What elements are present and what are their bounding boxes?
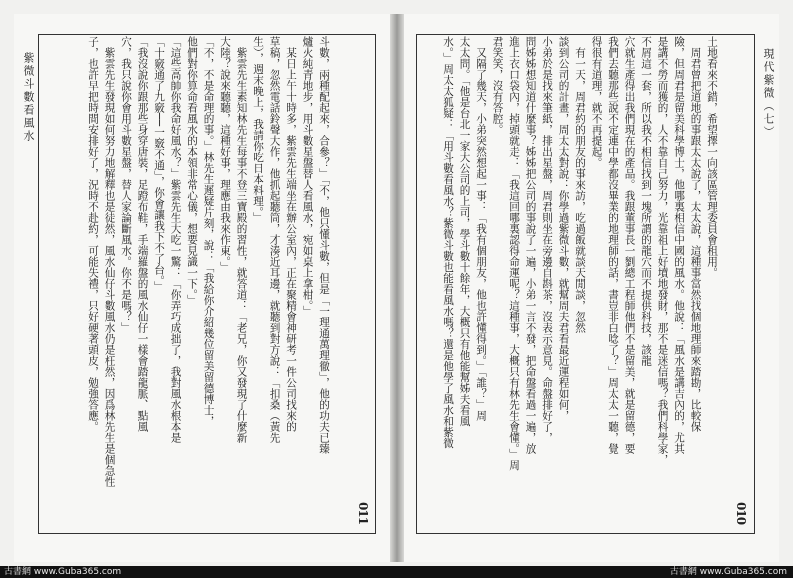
watermark-left: 古書網 www.Guba365.com — [4, 567, 122, 577]
watermark-bar — [0, 566, 793, 578]
page-number-right: 010 — [734, 502, 748, 525]
right-page-body: 土地看來不錯，希望擇一向該區管理委員會租用。 周君曾把道地的事跟太太說了，太太說，這種事當然找個地理師來踏勘，比較保 險，但周君是留美科學博士，他哪裏相信中國的風水。他說：「風水是講吉內的，尤其 是講不勞而獲的，人不靠自己努力，光靠祖上好墳地發財，那不是迷信嗎？我們科學家， 不屑這一套，所以我不相信找到一塊所謂的龍穴而不提供科技，該龍 穴就生產得出我們現在的產品。我跟董事長一劉總工程師他們不是留美，就是留德，要 我們去聽那些說不定連中學都沒畢業的地理師的話，書豈非白唸了？」周太太一聽，覺 得很有道理，就不再提起。 有一天，周君約的朋友的事來訪，吃過飯就談天閒談，忽然 談到公司的計畫，周太太對說：你學過紫微斗數，就幫周夫君看最近運程如何， 小弟於是找來筆紙，排出星盤，周君則坐在旁邊自斟茶，沒表示意見。命盤排好了， 問姊姊想知道什麼事？姊姊把公司的事說了一遍，小弟一言不發，把命盤看過一遍，放 進上衣口袋內，掉頭就走：「我這回哪裏認得命運呢？這種事，大概只有林先生會懂。」周 君笑笑，沒有答腔。 又隔了幾天，小弟突然想起一事：「我有個朋友，他也許懂得到。」「誰？」周 太太問。「他是台北一家大公司的上司，學斗數十餘年，大概只有他能幫姊夫看風 水。」周太太狐疑：「用斗數看風水？紫微斗數也能看風水嗎？還是他學了風水和紫微 — [442, 36, 718, 471]
left-page-body: 斗數，兩種配起來，合參？」「不，他只懂斗數，但是「一理通萬理徹」，他的功夫已臻 爐火純青地步，用斗數星盤替人看風水，宛如桌上拿柑。」 某日上午十時多，紫雲先生端坐在辦公室內，正在聚精會神研考一件公司找來的 草稿，忽然電話鈴聲大作，他抓起聽筒，才湊近耳邊，就聽到對方說：「扣桑（黃先 生），週末晚上，我請你吃日本料理。」 紫雲先生素知林先生每事不登三寶殿的習性，就答道：「老兄，你又發現了什麼新 大陸？說來聽聽，這種好事，理應由我來作東。」 「不，不是命理的事。」林先生遲疑片刻，說：「我給你介紹幾位留美留德博士， 他們對你算命看風水的本領非常心儀，想要見識一下。」 「這些高帥你我命好風水？」紫雲先生大吃一驚：「你弄巧成拙了，我對風水根本是 「十竅通了九竅──一竅不通」，你會讓我下不了台。」 「我沒說你跟那些身穿唐裝，足蹬布鞋，手端羅盤的風水仙仔一樣會踏龍脈、點風 穴，我只說你會用斗數星盤，替人家論斷風水。你不是嗎？」 紫雲先生發現如何努力地解釋也是徒然，風水仙仔斗數風水仍是枉然，因爲林先生是個急性 子，也許早把時間安排好了，況時不赴約，可能失禮，只好硬著頭皮，勉強答應。 — [87, 36, 330, 487]
running-header-left: 紫微斗數看風水 — [22, 52, 35, 143]
right-page — [404, 14, 779, 562]
watermark-right: 古書網 www.Guba365.com — [669, 567, 787, 577]
running-header-right: 現代紫微（七） — [762, 48, 775, 139]
book-gutter — [390, 14, 404, 562]
page-number-left: 011 — [356, 502, 370, 525]
left-page — [14, 14, 390, 562]
